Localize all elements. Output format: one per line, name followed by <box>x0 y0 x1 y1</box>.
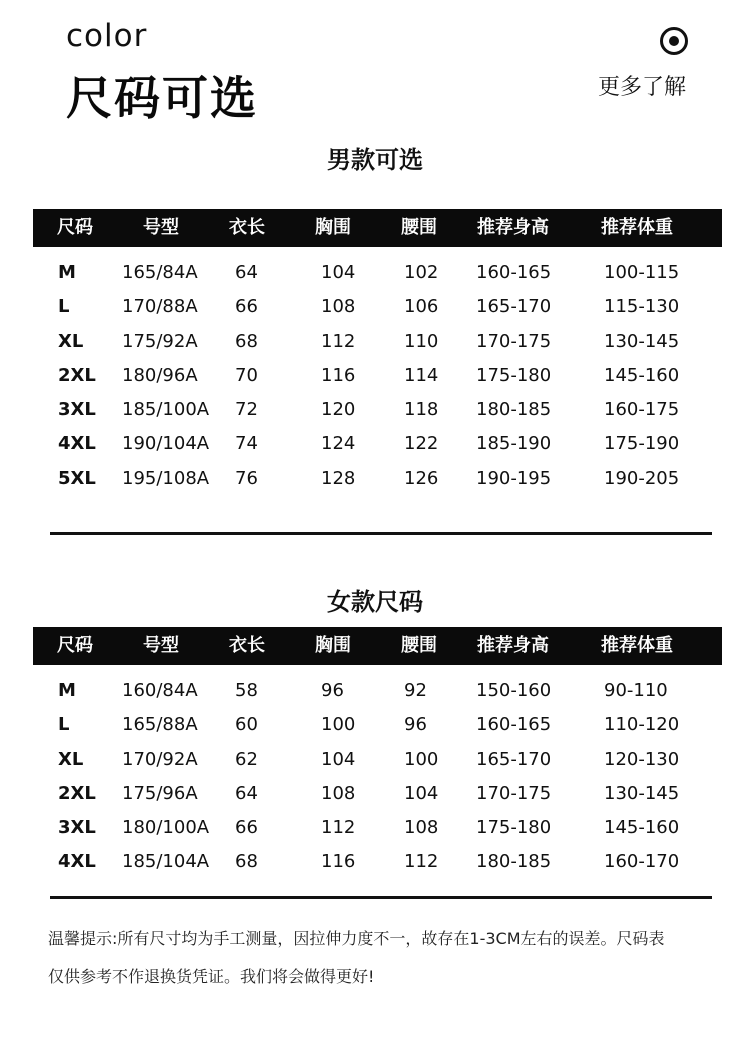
table-row <box>0 398 750 432</box>
cell-chest: 112 <box>321 330 356 352</box>
cell-chest: 128 <box>321 467 356 489</box>
cell-waist: 122 <box>404 433 439 455</box>
table-row <box>0 330 750 364</box>
cell-model: 165/88A <box>122 714 198 736</box>
cell-model: 180/96A <box>122 364 198 386</box>
cell-model: 170/92A <box>122 748 198 770</box>
cell-weight: 130-145 <box>604 330 680 352</box>
cell-height: 180-185 <box>476 399 552 421</box>
table-row <box>0 713 750 747</box>
col-header-weight: 推荐体重 <box>601 217 673 238</box>
cell-size: 2XL <box>58 782 96 804</box>
cell-waist: 118 <box>404 399 439 421</box>
col-header-length: 衣长 <box>229 217 265 238</box>
cell-model: 185/100A <box>122 399 210 421</box>
cell-waist: 110 <box>404 330 439 352</box>
cell-waist: 102 <box>404 262 439 283</box>
table-row <box>0 816 750 850</box>
cell-size: 4XL <box>58 851 96 873</box>
divider <box>50 532 712 535</box>
cell-height: 160-165 <box>476 714 552 736</box>
table-row <box>0 782 750 816</box>
cell-size: 4XL <box>58 433 96 455</box>
cell-chest: 108 <box>321 296 356 318</box>
cell-model: 175/92A <box>122 330 198 352</box>
cell-size: M <box>58 262 76 283</box>
col-header-model: 号型 <box>143 635 179 656</box>
cell-chest: 96 <box>321 680 344 701</box>
cell-model: 160/84A <box>122 680 198 701</box>
cell-length: 58 <box>235 680 258 701</box>
cell-weight: 120-130 <box>604 748 680 770</box>
cell-waist: 100 <box>404 748 439 770</box>
header-subtitle: color <box>66 18 148 54</box>
cell-model: 180/100A <box>122 817 210 839</box>
cell-model: 190/104A <box>122 433 210 455</box>
cell-waist: 92 <box>404 680 427 701</box>
cell-height: 180-185 <box>476 851 552 873</box>
men-section-title: 男款可选 <box>327 146 423 174</box>
cell-size: XL <box>58 330 84 352</box>
note-line-1: 温馨提示:所有尺寸均为手工测量，因拉伸力度不一，故存在1-3CM左右的误差。尺码表 <box>48 929 665 948</box>
cell-chest: 108 <box>321 782 356 804</box>
cell-height: 165-170 <box>476 296 552 318</box>
cell-weight: 100-115 <box>604 262 680 283</box>
cell-height: 175-180 <box>476 817 552 839</box>
cell-length: 64 <box>235 782 258 804</box>
divider <box>50 896 712 899</box>
table-row <box>0 432 750 466</box>
table-row <box>0 261 750 295</box>
page-title: 尺码可选 <box>66 71 258 125</box>
col-header-weight: 推荐体重 <box>601 635 673 656</box>
cell-length: 74 <box>235 433 258 455</box>
cell-size: 3XL <box>58 399 96 421</box>
table-row <box>0 467 750 501</box>
cell-model: 175/96A <box>122 782 198 804</box>
cell-height: 160-165 <box>476 262 552 283</box>
cell-chest: 100 <box>321 714 356 736</box>
cell-size: 3XL <box>58 817 96 839</box>
cell-length: 66 <box>235 817 258 839</box>
table-row <box>0 295 750 329</box>
cell-length: 68 <box>235 330 258 352</box>
cell-waist: 126 <box>404 467 439 489</box>
cell-height: 165-170 <box>476 748 552 770</box>
cell-chest: 104 <box>321 748 356 770</box>
cell-waist: 96 <box>404 714 427 736</box>
cell-weight: 110-120 <box>604 714 680 736</box>
more-info-link[interactable]: 更多了解 <box>598 75 687 100</box>
col-header-height: 推荐身高 <box>477 635 549 656</box>
col-header-length: 衣长 <box>229 635 265 656</box>
cell-height: 190-195 <box>476 467 552 489</box>
cell-waist: 104 <box>404 782 439 804</box>
women-table-header <box>33 627 722 665</box>
cell-chest: 124 <box>321 433 356 455</box>
cell-weight: 160-175 <box>604 399 680 421</box>
cell-weight: 145-160 <box>604 817 680 839</box>
men-table-header <box>33 209 722 247</box>
cell-size: XL <box>58 748 84 770</box>
cell-size: L <box>58 714 70 736</box>
women-table-body <box>0 679 750 885</box>
cell-waist: 112 <box>404 851 439 873</box>
cell-height: 170-175 <box>476 782 552 804</box>
col-header-waist: 腰围 <box>401 635 437 656</box>
cell-size: M <box>58 680 76 701</box>
cell-chest: 116 <box>321 364 356 386</box>
cell-chest: 116 <box>321 851 356 873</box>
table-row <box>0 364 750 398</box>
cell-size: 2XL <box>58 364 96 386</box>
table-row <box>0 748 750 782</box>
cell-waist: 114 <box>404 364 439 386</box>
cell-height: 150-160 <box>476 680 552 701</box>
table-row <box>0 850 750 884</box>
cell-height: 175-180 <box>476 364 552 386</box>
cell-weight: 160-170 <box>604 851 680 873</box>
col-header-model: 号型 <box>143 217 179 238</box>
col-header-size: 尺码 <box>57 217 93 238</box>
cell-length: 60 <box>235 714 258 736</box>
col-header-waist: 腰围 <box>401 217 437 238</box>
note-line-2: 仅供参考不作退换货凭证。我们将会做得更好! <box>48 967 375 986</box>
cell-model: 170/88A <box>122 296 198 318</box>
cell-length: 76 <box>235 467 258 489</box>
cell-height: 170-175 <box>476 330 552 352</box>
cell-waist: 108 <box>404 817 439 839</box>
cell-weight: 190-205 <box>604 467 680 489</box>
cell-size: 5XL <box>58 467 96 489</box>
cell-height: 185-190 <box>476 433 552 455</box>
cell-waist: 106 <box>404 296 439 318</box>
cell-size: L <box>58 296 70 318</box>
cell-length: 64 <box>235 262 258 283</box>
col-header-height: 推荐身高 <box>477 217 549 238</box>
cell-chest: 112 <box>321 817 356 839</box>
cell-model: 195/108A <box>122 467 210 489</box>
target-icon[interactable] <box>660 27 688 55</box>
cell-weight: 90-110 <box>604 680 668 701</box>
cell-length: 66 <box>235 296 258 318</box>
cell-length: 62 <box>235 748 258 770</box>
cell-length: 70 <box>235 364 258 386</box>
cell-weight: 175-190 <box>604 433 680 455</box>
cell-weight: 145-160 <box>604 364 680 386</box>
cell-length: 68 <box>235 851 258 873</box>
cell-model: 165/84A <box>122 262 198 283</box>
col-header-chest: 胸围 <box>315 217 351 238</box>
men-table-body <box>0 261 750 501</box>
cell-length: 72 <box>235 399 258 421</box>
col-header-chest: 胸围 <box>315 635 351 656</box>
cell-weight: 115-130 <box>604 296 680 318</box>
target-icon-dot <box>669 36 679 46</box>
cell-chest: 104 <box>321 262 356 283</box>
women-section-title: 女款尺码 <box>327 588 423 616</box>
cell-chest: 120 <box>321 399 356 421</box>
col-header-size: 尺码 <box>57 635 93 656</box>
table-row <box>0 679 750 713</box>
cell-model: 185/104A <box>122 851 210 873</box>
cell-weight: 130-145 <box>604 782 680 804</box>
